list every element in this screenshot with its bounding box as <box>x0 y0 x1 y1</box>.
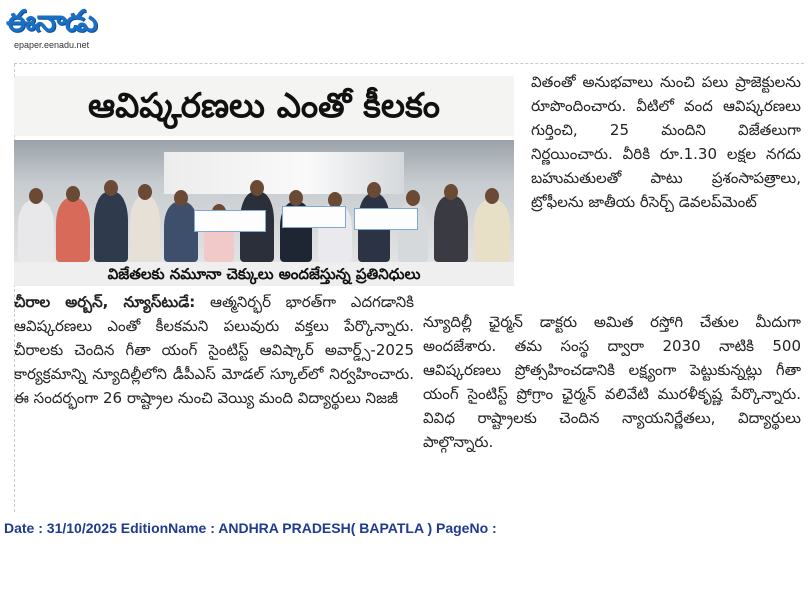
person-head <box>250 180 264 196</box>
person-head <box>485 188 499 204</box>
person-head <box>104 180 118 196</box>
photo-caption: విజేతలకు నమూనా చెక్కులు అందజేస్తున్న ప్రతినిధులు <box>14 262 514 286</box>
person-head <box>367 182 381 198</box>
person-figure <box>94 192 128 262</box>
sample-cheque <box>194 210 266 232</box>
article-dateline: చీరాల అర్బన్, న్యూస్‌టుడే: <box>14 293 196 311</box>
person-head <box>29 188 43 204</box>
sample-cheque <box>354 208 418 230</box>
person-head <box>66 186 80 202</box>
person-figure <box>164 202 198 262</box>
person-figure <box>56 198 90 262</box>
person-head <box>138 184 152 200</box>
body-text-left: ఆత్మనిర్భర్ భారత్‌గా ఎదగడానికి ఆవిష్కరణలు ఎంతో కీలకమని పలువురు వక్తలు పేర్కొన్నారు. చీరాలకు చెందిన గీతా యంగ్ సైంటిస్ట్ ఆవిష్కార్ అవార్డ్స్-2025 కార్యక్రమాన్ని న్యూదిల్లీలోని డీపీఎస్ మోడల్ స్కూల్‌లో నిర్వహించారు. ఈ సందర్భంగా 26 రాష్ట్రాల నుంచి వెయ్యి మంది విద్యార్థులు నిజజీ <box>14 293 414 407</box>
person-head <box>406 190 420 206</box>
person-head <box>444 184 458 200</box>
person-figure <box>130 196 160 262</box>
sample-cheque <box>282 206 346 228</box>
eenadu-logo[interactable] <box>6 4 146 56</box>
article-headline: ఆవిష్కరణలు ఎంతో కీలకం <box>14 76 514 136</box>
person-figure <box>474 200 510 262</box>
person-figure <box>18 200 54 262</box>
person-head <box>289 190 303 206</box>
logo-text: ఈనాడు <box>6 4 97 39</box>
article-body-right: వితంతో అనుభవాలు నుంచి పలు ప్రాజెక్టులను రూపొందించారు. వీటిలో వంద ఆవిష్కరణలు గుర్తించి, 25 మందిని విజేతలుగా నిర్ణయించారు. వీరికి రూ.1.30 లక్షల నగదు బహుమతులతో పాటు ప్రశంసాపత్రాలు, ట్రోఫీలను జాతీయ రీసెర్చ్ డెవలప్‌మెంట్ <box>531 73 801 211</box>
person-figure <box>434 196 468 262</box>
article-body-left <box>14 290 414 410</box>
person-head <box>174 190 188 206</box>
article-body-bottom: న్యూదిల్లీ ఛైర్మన్ డాక్టరు అమిత రస్తోగి చేతుల మీదుగా అందజేశారు. తమ సంస్థ ద్వారా 2030 నాటికి 500 ఆవిష్కరణలు ప్రోత్సహించడానికి లక్ష్యంగా పెట్టుకున్నట్లు గీతా యంగ్ సైంటిస్ట్ ప్రోగ్రాం ఛైర్మన్ వలివేటి మురళీకృష్ణ పేర్కొన్నారు. వివిధ రాష్ట్రాలకు చెందిన న్యాయనిర్ణేతలు, విద్యార్థులు పాల్గొన్నారు. <box>423 313 801 451</box>
site-url[interactable]: epaper.eenadu.net <box>14 40 90 50</box>
event-photo <box>14 140 514 262</box>
edition-info: Date : 31/10/2025 EditionName : ANDHRA PRADESH( BAPATLA ) PageNo : <box>4 520 497 536</box>
